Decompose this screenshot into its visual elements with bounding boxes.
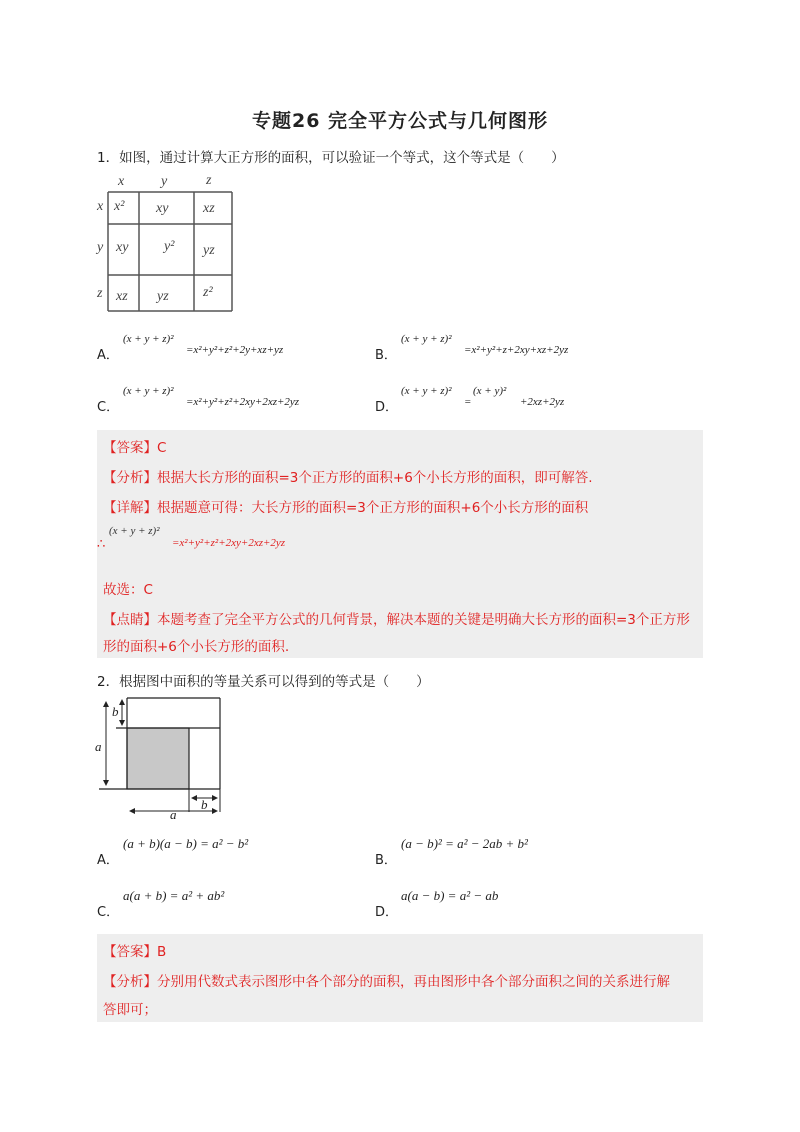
label-a-left: a: [95, 739, 102, 754]
option-rhs: =x²+y²+z²+2xy+2xz+2yz: [186, 396, 300, 408]
cell-xy-mid: xy: [116, 240, 129, 255]
option-rhs: =x²+y²+z+2xy+xz+2yz: [464, 344, 569, 356]
detail-line: 【详解】根据题意可得：大长方形的面积=3个正方形的面积+6个小长方形的面积: [103, 500, 589, 516]
option-letter: D．: [375, 400, 399, 415]
q2-answer-box: [97, 934, 703, 1022]
comment-line-2: 形的面积+6个小长方形的面积.: [103, 639, 290, 655]
q1-option-a[interactable]: [97, 333, 377, 363]
option-rhs: +2xz+2yz: [520, 396, 565, 408]
question-2-stem: 2．根据图中面积的等量关系可以得到的等式是（ ）: [97, 674, 430, 690]
cell-xz-bottom: xz: [116, 289, 128, 304]
choice-line: 故选：C: [103, 582, 153, 598]
q2-option-c[interactable]: [97, 888, 367, 918]
therefore-lhs: (x + y + z)²: [109, 525, 160, 537]
col-label-y: y: [161, 174, 168, 189]
q2-option-a[interactable]: [97, 836, 367, 866]
option-letter: A．: [97, 348, 119, 363]
question-2-figure: [94, 694, 226, 822]
option-letter: C．: [97, 400, 120, 415]
option-expr: a(a + b) = a² + ab²: [123, 888, 225, 903]
q1-option-c[interactable]: [97, 385, 377, 415]
label-b-top: b: [112, 704, 119, 719]
cell-xz-top: xz: [203, 201, 215, 216]
cell-x2: x²: [114, 199, 125, 214]
option-letter: B．: [375, 853, 397, 868]
q1-option-d[interactable]: [375, 385, 675, 415]
option-expr: a(a − b) = a² − ab: [401, 888, 499, 903]
q2-option-b[interactable]: [375, 836, 645, 866]
page-title: 专题26 完全平方公式与几何图形: [251, 110, 549, 132]
option-lhs: (x + y + z)²: [401, 333, 452, 345]
row-label-y: y: [97, 240, 104, 255]
row-label-z: z: [97, 286, 103, 301]
label-b-bottom: b: [201, 797, 208, 812]
option-expr: (a + b)(a − b) = a² − b²: [123, 836, 249, 851]
cell-y2: y²: [164, 239, 175, 254]
cell-yz-mid: yz: [203, 243, 215, 258]
col-label-z: z: [206, 173, 212, 188]
comment-line-1: 【点睛】本题考查了完全平方公式的几何背景，解决本题的关键是明确大长方形的面积=3个正方形: [103, 612, 690, 628]
row-label-x: x: [97, 199, 104, 214]
option-letter: A．: [97, 853, 119, 868]
cell-z2: z²: [203, 285, 213, 300]
therefore-rhs: =x²+y²+z²+2xy+2xz+2yz: [172, 537, 286, 549]
option-lhs: (x + y + z)²: [401, 385, 452, 397]
question-1-stem: 1．如图，通过计算大正方形的面积，可以验证一个等式，这个等式是（ ）: [97, 150, 565, 166]
option-mid: =: [464, 396, 472, 408]
analysis-line-1: 【分析】分别用代数式表示图形中各个部分的面积，再由图形中各个部分面积之间的关系进行解: [103, 974, 670, 990]
option-letter: D．: [375, 905, 399, 920]
label-a-bottom: a: [170, 807, 177, 822]
option-lhs: (x + y + z)²: [123, 333, 174, 345]
q2-option-d[interactable]: [375, 888, 645, 918]
answer-line: 【答案】B: [103, 944, 167, 960]
question-1-figure: [94, 172, 236, 314]
option-letter: C．: [97, 905, 120, 920]
cell-yz-bottom: yz: [157, 289, 169, 304]
option-mid-expr: (x + y)²: [473, 385, 507, 397]
col-label-x: x: [118, 174, 125, 189]
option-lhs: (x + y + z)²: [123, 385, 174, 397]
answer-line: 【答案】C: [103, 440, 167, 456]
therefore-symbol: ∴: [97, 537, 106, 552]
cell-xy-top: xy: [156, 201, 169, 216]
option-rhs: =x²+y²+z²+2y+xz+yz: [186, 344, 284, 356]
analysis-line-2: 答即可；: [103, 1002, 157, 1018]
q1-answer-box: [97, 430, 703, 658]
option-expr: (a − b)² = a² − 2ab + b²: [401, 836, 528, 851]
q1-option-b[interactable]: [375, 333, 675, 363]
analysis-line: 【分析】根据大长方形的面积=3个正方形的面积+6个小长方形的面积，即可解答.: [103, 470, 593, 486]
option-letter: B．: [375, 348, 397, 363]
